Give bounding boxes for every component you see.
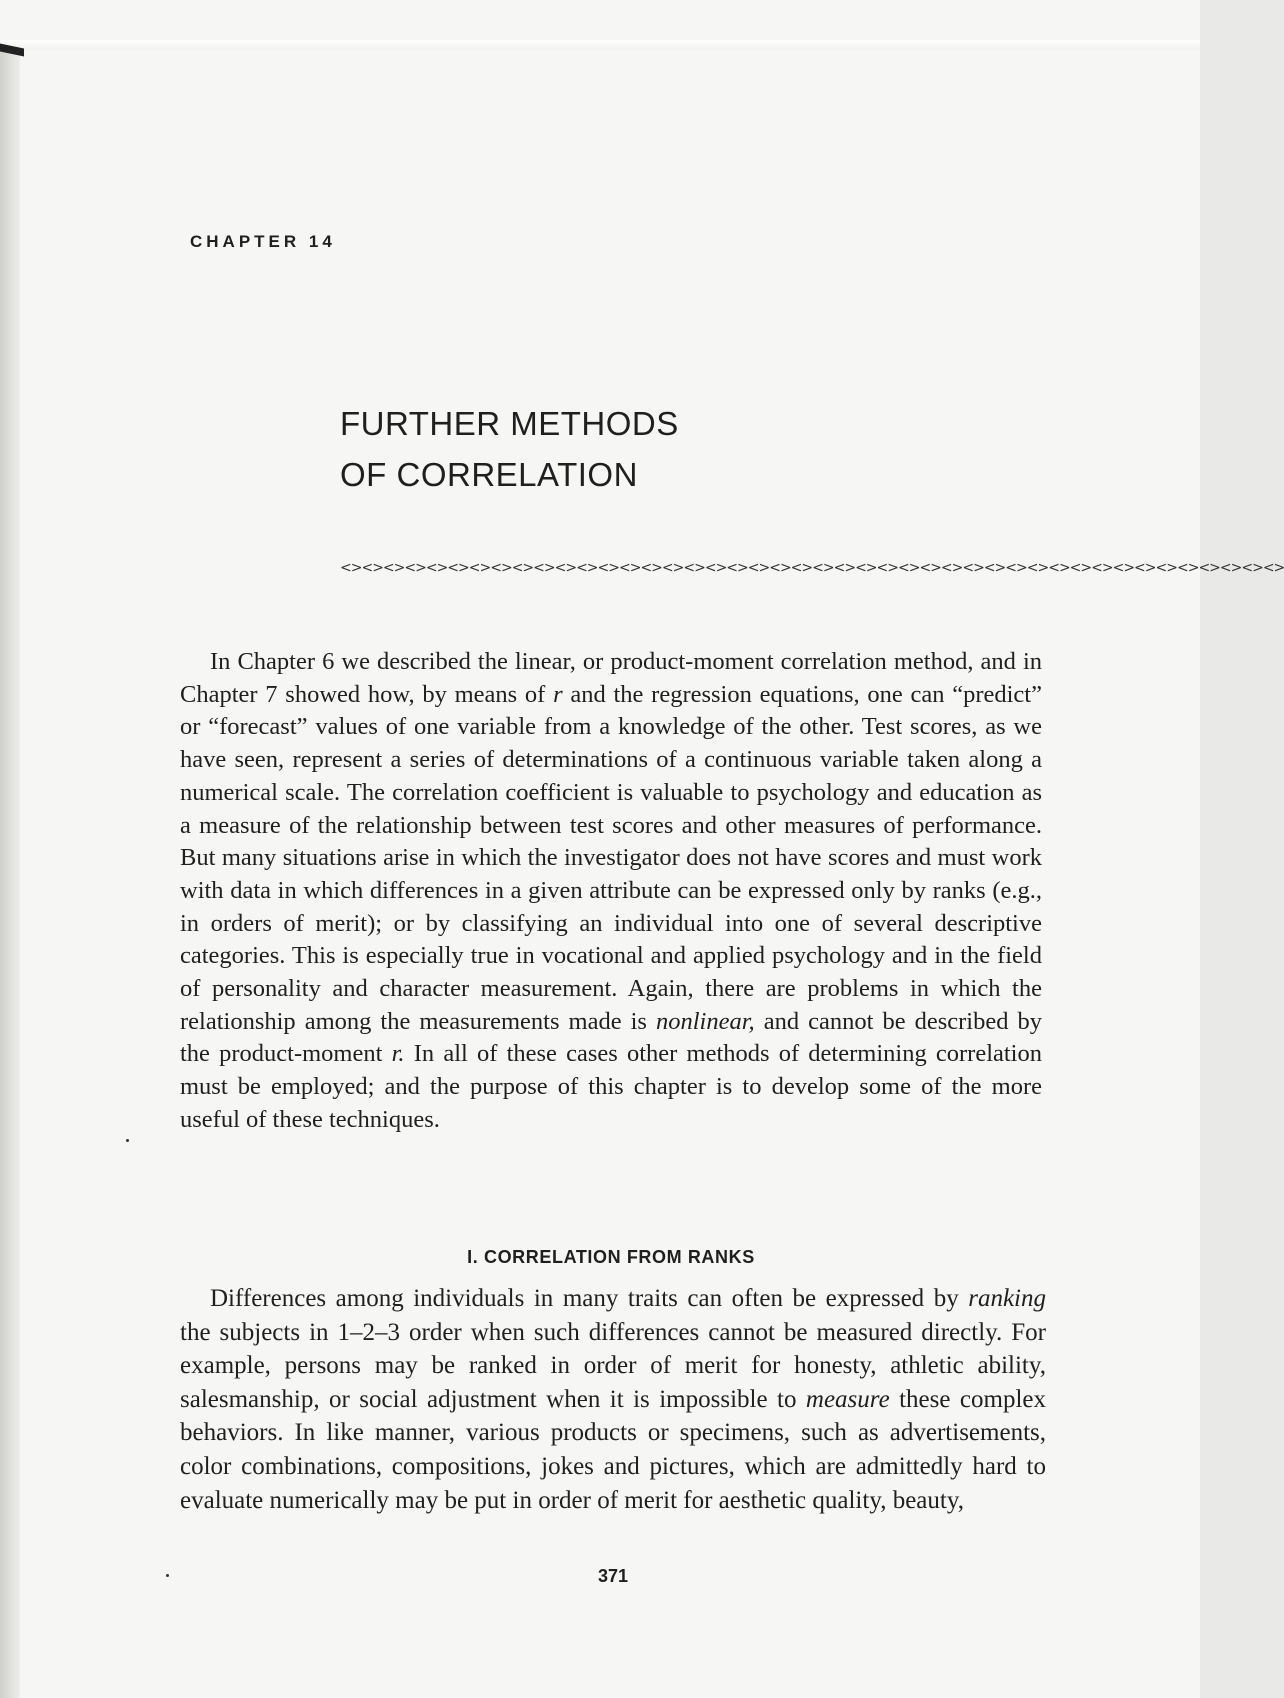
section-text-2: the subjects in 1–2–3 order when such differences cannot be measured directly. For example, persons may be ranked in order of merit for honesty, athletic ability, salesmanship, or social adjustment when it is impossible to <box>180 1318 1046 1413</box>
section-heading: I. CORRELATION FROM RANKS <box>467 1247 755 1267</box>
section-italic-measure: measure <box>805 1385 890 1413</box>
scan-speck <box>166 1574 169 1577</box>
intro-text-3: and cannot be described by the product-moment <box>180 1007 1042 1068</box>
intro-italic-r-2: r. <box>391 1040 405 1068</box>
page-number: 371 <box>598 1566 629 1586</box>
intro-text-2: and the regression equations, one can “predict” or “forecast” values of one variable from a knowledge of the other. Test scores, as we have seen, represent a series of determinations of a continuous variable taken along a numerical scale. The correlation coefficient is valuable to psychology and education as a measure of the relationship between test scores and other measures of performance. But many situations arise in which the investigator does not have scores and must work with data in which differences in a given attribute can be expressed only by ranks (e.g., in orders of merit); or by classifying an individual into one of several descriptive categories. This is especially true in vocational and applied psychology and in the field of personality and character measurement. Again, there are problems in which the relationship among the measurements made is <box>180 680 1042 1035</box>
intro-text-4: In all of these cases other methods of determining correlation must be employed; and the purpose of this chapter is to develop some of the more useful of these techniques. <box>180 1040 1042 1133</box>
section-text-3: these complex behaviors. In like manner, various products or specimens, such as advertisements, color combinations, compositions, jokes and pictures, which are admittedly hard to evaluate numerically may be put in order of merit for aesthetic quality, beauty, <box>180 1385 1047 1514</box>
scan-speck <box>126 1139 129 1142</box>
chapter-label: CHAPTER 14 <box>190 232 336 251</box>
intro-italic-r: r <box>553 680 563 708</box>
section-paragraph <box>180 1282 1046 1517</box>
decorative-ornament-rule: <><><><><><><><><><><><><><><><><><><><><><><><><><><><><><><><><><><><><><><><><><><><> <box>340 560 1284 576</box>
section-italic-ranking: ranking <box>968 1285 1046 1312</box>
intro-paragraph <box>180 646 1042 1137</box>
intro-text-1: In Chapter 6 we described the linear, or product-moment correlation method, and in Chapter 7 showed how, by means of <box>180 648 1042 708</box>
chapter-title <box>340 398 679 500</box>
chapter-title-line-2: OF CORRELATION <box>340 456 638 493</box>
section-text-1: Differences among individuals in many traits can often be expressed by <box>210 1285 969 1312</box>
chapter-title-line-1: FURTHER METHODS <box>340 405 679 442</box>
intro-italic-nonlinear: nonlinear, <box>656 1007 755 1035</box>
